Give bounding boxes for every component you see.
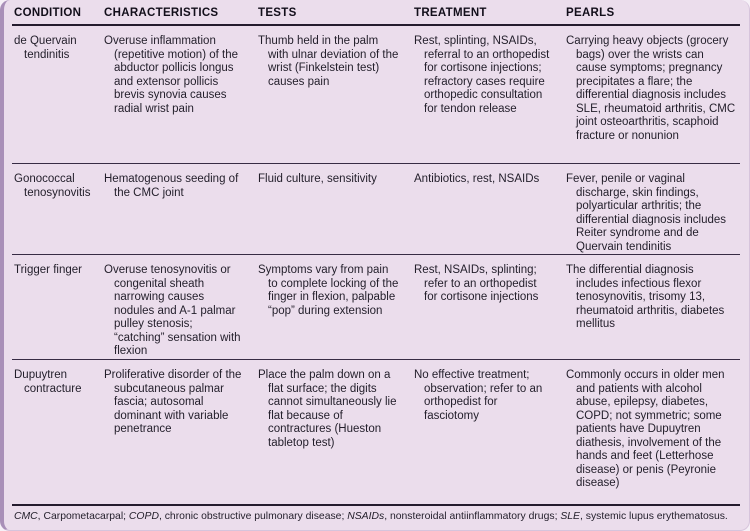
abbreviations-footnote bbox=[12, 506, 740, 523]
cell-characteristics: Overuse tenosynovitis or congenital sheath narrowing causes nodules and A-1 palmar pulley stenosis; “catching” sensation with flexion bbox=[104, 264, 241, 357]
cell-pearls: Commonly occurs in older men and patients with alcohol abuse, epilepsy, diabetes, COPD; not symmetric; some patients have Dupuytren diathesis, involvement of the hands and feet (Letterhose disease) or penis (Peyronie disease) bbox=[566, 369, 725, 489]
footnote-abbr: COPD bbox=[128, 511, 159, 522]
table-row bbox=[12, 26, 740, 163]
footnote-text: , Carpometacarpal; bbox=[37, 511, 129, 522]
table-header-row bbox=[12, 0, 740, 26]
header-cell-pearls: PEARLS bbox=[566, 7, 615, 19]
cell-treatment: Rest, splinting, NSAIDs, referral to an orthopedist for cortisone injections; refractory cases require orthopedic consultation for tendon release bbox=[414, 35, 550, 115]
header-cell-treatment: TREATMENT bbox=[414, 7, 487, 19]
table-row bbox=[12, 254, 740, 359]
cell-treatment: Rest, NSAIDs, splinting; refer to an orthopedist for cortisone injections bbox=[414, 264, 539, 303]
cell-characteristics: Overuse inflammation (repetitive motion) of the abductor pollicis longus and extensor pollicis brevis synovia causes radial wrist pain bbox=[104, 35, 239, 115]
table-inner bbox=[12, 0, 740, 523]
cell-pearls: Fever, penile or vaginal discharge, skin findings, polyarticular arthritis; the differential diagnosis includes Reiter syndrome and de Quervain tendinitis bbox=[566, 173, 727, 253]
table-row bbox=[12, 359, 740, 504]
header-cell-characteristics: CHARACTERISTICS bbox=[104, 7, 219, 19]
cell-tests: Thumb held in the palm with ulnar deviation of the wrist (Finkelstein test) causes pain bbox=[258, 35, 399, 88]
cell-characteristics: Proliferative disorder of the subcutaneous palmar fascia; autosomal dominant with variable penetrance bbox=[104, 369, 242, 435]
footnote-text: , chronic obstructive pulmonary disease; bbox=[158, 511, 348, 522]
cell-pearls: Carrying heavy objects (grocery bags) over the wrists can cause symptoms; pregnancy precipitates a flare; the differential diagnosis includes SLE, rheumatoid arthritis, CMC joint osteoarthritis, scaphoid fracture or nonunion bbox=[566, 35, 736, 142]
footnote-abbr: NSAIDs bbox=[347, 511, 385, 522]
footnote-text: , nonsteroidal antiinflammatory drugs; bbox=[384, 511, 561, 522]
cell-characteristics: Hematogenous seeding of the CMC joint bbox=[104, 173, 239, 199]
cell-condition: de Quervain tendinitis bbox=[14, 35, 77, 61]
footnote-abbr: SLE bbox=[560, 511, 580, 522]
cell-treatment: Antibiotics, rest, NSAIDs bbox=[414, 173, 540, 185]
table-row bbox=[12, 163, 740, 254]
cell-condition: Gonococcal tenosynovitis bbox=[14, 173, 91, 199]
cell-treatment: No effective treatment; observation; refer to an orthopedist for fasciotomy bbox=[414, 369, 543, 422]
cell-tests: Fluid culture, sensitivity bbox=[258, 173, 377, 185]
footnote-abbr: CMC bbox=[14, 511, 38, 522]
footnote-text: , systemic lupus erythematosus. bbox=[579, 511, 728, 522]
header-cell-condition: CONDITION bbox=[14, 7, 82, 19]
table-body bbox=[12, 26, 740, 506]
cell-condition: Dupuytren contracture bbox=[14, 369, 82, 395]
cell-pearls: The differential diagnosis includes infectious flexor tenosynovitis, trisomy 13, rheumatoid arthritis, diabetes mellitus bbox=[566, 264, 725, 330]
cell-condition: Trigger finger bbox=[14, 264, 82, 276]
cell-tests: Symptoms vary from pain to complete locking of the finger in flexion, palpable “pop” during extension bbox=[258, 264, 399, 317]
header-cell-tests: TESTS bbox=[258, 7, 297, 19]
cell-tests: Place the palm down on a flat surface; the digits cannot simultaneously lie flat because of contractures (Hueston tabletop test) bbox=[258, 369, 397, 449]
